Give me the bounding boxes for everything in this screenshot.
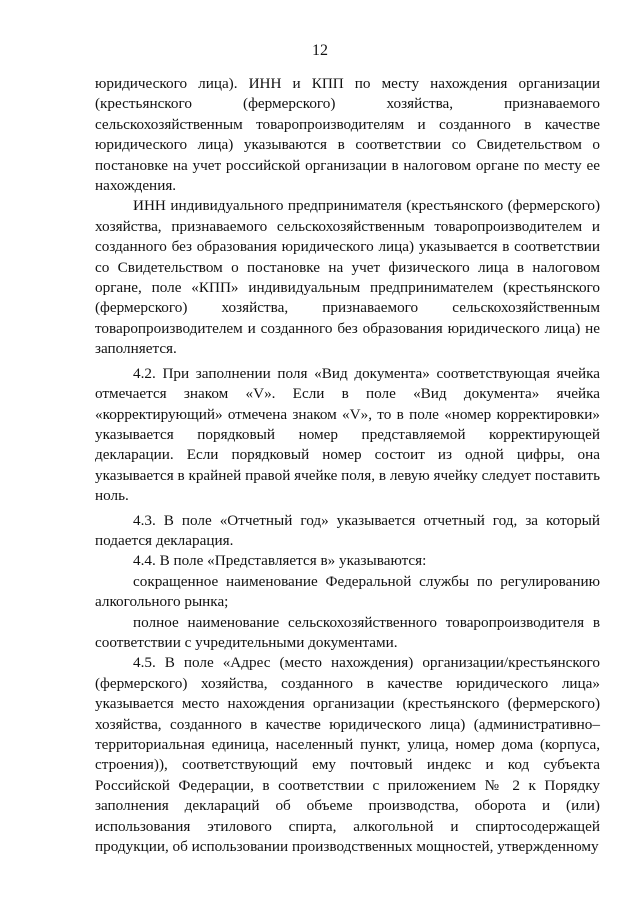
paragraph-4-4-submitted-to: 4.4. В поле «Представляется в» указываются: bbox=[133, 552, 427, 570]
page-number: 12 bbox=[312, 42, 328, 59]
document-body bbox=[95, 74, 600, 857]
paragraph-inn-entrepreneur: ИНН индивидуального предпринимателя (крестьянского (фермерского) хозяйства, признаваемого сельскохозяйственным товаропроизводителем и созданного без образования юридического лица) указывается в соответствии со Свидетельством о постановке на учет физического лица в налоговом органе, поле «КПП» индивидуальным предпринимателем (крестьянского (фермерского) хозяйства, признаваемого сельскохозяйственным товаропроизводителем и созданного без образования юридического лица) не заполняется. bbox=[95, 197, 600, 358]
paragraph-4-3-reporting-year: 4.3. В поле «Отчетный год» указывается отчетный год, за который подается декларация. bbox=[95, 511, 600, 549]
paragraph-inn-kpp-organization: юридического лица). ИНН и КПП по месту нахождения организации (крестьянского (фермерского) хозяйства, признаваемого сельскохозяйственным товаропроизводителям и созданного в качестве юридического лица) указываются в соответствии со Свидетельством о постановке на учет российской организации в налоговом органе по месту ее нахождения. bbox=[95, 75, 600, 195]
paragraph-4-2-document-type: 4.2. При заполнении поля «Вид документа» соответствующая ячейка отмечается знаком «V». Если в поле «Вид документа» ячейка «корректирующий» отмечена знаком «V», то в поле «номер корректировки» указывается порядковый номер представляемой корректирующей декларации. Если порядковый номер состоит из одной цифры, она указывается в крайней правой ячейке поля, в левую ячейку следует поставить ноль. bbox=[95, 364, 600, 505]
paragraph-4-5-address: 4.5. В поле «Адрес (место нахождения) организации/крестьянского (фермерского) хозяйства, созданного в качестве юридического лица» указывается место нахождения организации (крестьянского (фермерского) хозяйства, созданного в качестве юридического лица) (административно–территориальная единица, населенный пункт, улица, номер дома (корпуса, строения)), соответствующий ему почтовый индекс и код субъекта Российской Федерации, в соответствии с приложением № 2 к Порядку заполнения деклараций об объеме производства, оборота и (или) использования этилового спирта, алкогольной и спиртосодержащей продукции, об использовании производственных мощностей, утвержденному bbox=[95, 654, 600, 856]
paragraph-full-name: полное наименование сельскохозяйственного товаропроизводителя в соответствии с учредительными документами. bbox=[95, 613, 600, 651]
paragraph-short-name: сокращенное наименование Федеральной службы по регулированию алкогольного рынка; bbox=[95, 572, 600, 611]
